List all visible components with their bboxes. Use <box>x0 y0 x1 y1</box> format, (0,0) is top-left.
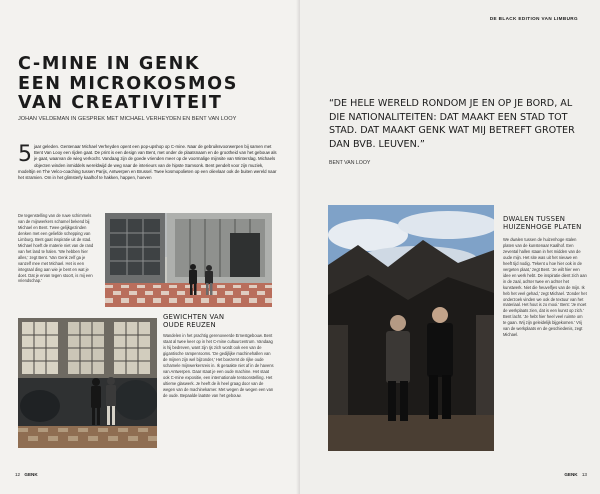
photo-building-exterior <box>105 213 272 307</box>
pull-quote: “DE HELE WERELD RONDOM JE EN OP JE BORD, AL DIE NATIONALITEITEN: DAT MAAKT EEN STAD TOT STAD. DAT MAAKT GENK WAT MIJ BETREFT GROTER DAN BVB. LEUVEN.” <box>329 98 575 150</box>
photo-machine-hall <box>18 318 157 448</box>
footer-right <box>564 472 590 477</box>
section-label-left: GENK <box>24 472 38 477</box>
section-label-right: GENK <box>564 472 578 477</box>
page-number-left: 12 <box>15 472 21 477</box>
article-title: C-MINE IN GENK EEN MICROKOSMOS VAN CREATIVITEIT <box>18 54 238 113</box>
body-column-c: We dwalen tussen de huizenhoge stalen platen van de kunstenaar Kaalhof. Een zevental hallen staan in het midden van de oude mijn. Het site was uit het nieuwe en heeft tijd nodig. 'Tekent u hoe hier ook in de vergeten plaat,' zegt Bent. 'Je wilt hier een idee en werk hebt. De inspiratie dient zich aan in de zaal, achter twee en achter het kunstwerk. Niet die heuvelfjes van de mijn. Ik heb het veel gehad,' zegt Michael. 'Zonder het onderzoek vinden we ook de textuur van het materiaal. Het hout is zo mooi.' Bent: 'Je moet de werkplaats zien, dat is een kunst op zich.' Bent lacht. 'Je hebt hier heel veel ruimte om te gaan. Wij zijn geleidelijk bijgekomen.' Vrij van de werkplaats en de geschiedenis, zegt Michael. <box>503 237 587 338</box>
subheading-oude-reuzen: GEWICHTEN VAN OUDE REUZEN <box>163 313 225 329</box>
photo-steel-plates <box>328 205 494 451</box>
intro-paragraph <box>18 144 280 181</box>
intro-text: jaar geleden. Gentenaar Michael Verheyden opent een pop-upshop op C-mine. Naar de gebruiksvoorwerpen bij samen met Bent Van Looy een rijden gaat. De print is een design van Bent, met onder de plaatsnaam en de grootheid van het gebouw als je gaat, waarvan de wieg verkocht. Vandaag zijn de goede vrienden meer op de voormalige mijnsite van Winterslag. Michaels objecten winden inmiddels wereldwijd de weg naar de interieurs van de hipste Samsonk. Bent pendelt voor zijn muziek, modeltijn en The Velco-coaching tussen Parijs, Antwerpen en Brussel. Twee kosmopolieten op een olievlaar ook de buiten wereld naar het stramien. Om in het glimsterly kaalhof te hakken, happen, hoeven <box>18 144 277 181</box>
quote-author: BENT VAN LOOY <box>329 160 371 166</box>
byline: JOHAN VELDEMAN IN GESPREK MET MICHAEL VERHEYDEN EN BENT VAN LOOY <box>18 116 237 122</box>
body-column-b: Wandelen in het prachtig gerenoveerde Ernestgebouw. Bent staat al twee keer op in het C-mine cultuurcentrum. Vandaag is hij bedreven, want zijn Ijs zich wordt ook een van de gigantische rampenrooms. 'De gedijlijke machinehallen van de mijnen zijn wel bijzonder,' Het boezemt de rijke oude schamele mijnwerkersreis in. Ik geraakte niet af in de havens van Antwerpen. Daar staat je een oude machine. Het staat ook C-mine expositie, een internationale tentoonstelling. Het ultieme glaswerk. Je heeft de ik heel graag door van de wegen van de machinekamer. Met wegen de wegen een van de oude. Bepaalde laatste van het gebouw. <box>163 333 274 398</box>
footer-left <box>12 472 38 477</box>
body-column-a: De tegenstelling van de ruwe schimmels van de mijnwerkers schamel bekend bij Michael en Bent. Twee gelijkgezinden denken met een geliefde schepping van Limburg. Bent gaat inspiratie uit de stad. Michael hoeft de materie niet van de rand van het land te halen. 'We hebben hier alles,' zegt Bent. 'Van Genk zelf ga je vanzelf mee met Michael. Het is een integraal ding aan wie je bent en wat je doet. Dat je ervan tegen stoort, is mij een vriendschap.' <box>18 213 94 284</box>
subheading-huizenhoge-platen: DWALEN TUSSEN HUIZENHOGE PLATEN <box>503 215 582 231</box>
running-head: DE BLACK EDITION VAN LIMBURG <box>489 16 578 21</box>
page-number-right: 13 <box>581 472 587 477</box>
drop-cap: 5 <box>18 142 32 167</box>
